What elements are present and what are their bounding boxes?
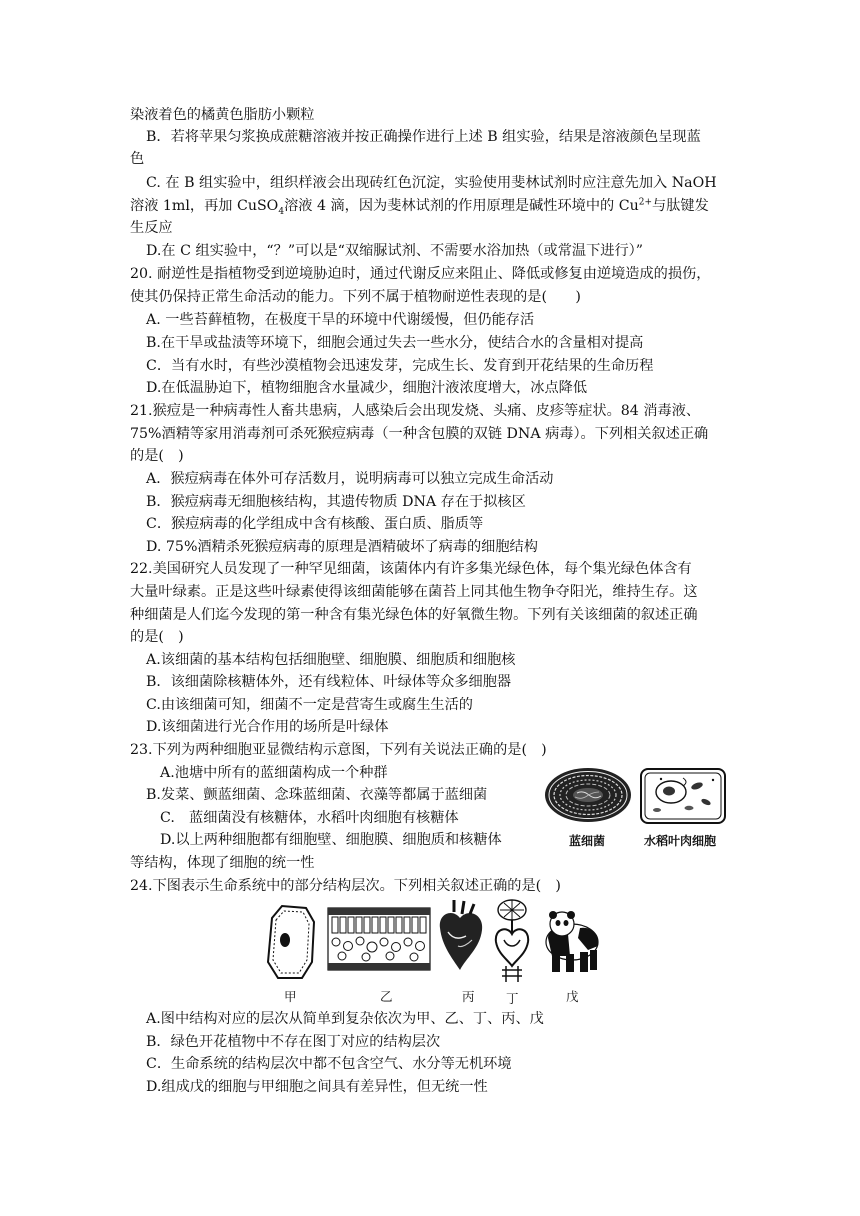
option-a-24: A.图中结构对应的层次从简单到复杂依次为甲、乙、丁、丙、戊: [146, 1011, 544, 1027]
leaf-tissue-drawing: [328, 908, 430, 970]
rice-mesophyll-cell-drawing: [641, 769, 725, 823]
option-b-19: B．若将苹果匀浆换成蔗糖溶液并按正确操作进行上述 B 组实验，结果是溶液颜色呈现蓝: [146, 129, 701, 145]
text-line: 染液着色的橘黄色脂肪小颗粒: [130, 107, 315, 123]
option-d-19: D.在 C 组实验中，“？”可以是“双缩脲试剂、不需要水浴加热（或常温下进行）”: [146, 243, 643, 259]
question-22-stem: 大量叶绿素。正是这些叶绿素使得该细菌能够在菌苔上同其他生物争夺阳光，维持生存。这: [130, 584, 698, 600]
option-d-21: D. 75%酒精杀死猴痘病毒的原理是酒精破坏了病毒的细胞结构: [146, 539, 538, 555]
question-22-stem: 22.美国研究人员发现了一种罕见细菌，该菌体内有许多集光绿色体，每个集光绿色体含有: [130, 561, 692, 577]
option-c-24: C．生命系统的结构层次中都不包含空气、水分等无机环境: [146, 1056, 512, 1072]
text-segment: 溶液 4 滴，因为斐林试剂的作用原理是碱性环境中的 Cu: [284, 198, 639, 214]
option-c-20: C．当有水时，有些沙漠植物会迅速发芽，完成生长、发育到开花结果的生命历程: [146, 358, 654, 374]
figure-caption-rice-cell: 水稻叶肉细胞: [644, 834, 717, 848]
text-line: 等结构，体现了细胞的统一性: [130, 855, 315, 871]
life-levels-figure: [262, 898, 604, 984]
superscript: 2+: [638, 197, 653, 208]
question-23-stem: 23.下列为两种细胞亚显微结构示意图，下列有关说法正确的是( ): [130, 742, 547, 758]
text-segment: 溶液 1ml，再加 CuSO: [130, 198, 279, 214]
option-c-21: C．猴痘病毒的化学组成中含有核酸、蛋白质、脂质等: [146, 516, 484, 532]
cyanobacteria-drawing: [545, 768, 631, 822]
subscript: 4: [278, 206, 285, 217]
option-c-22: C.由该细菌可知，细菌不一定是营寄生或腐生生活的: [146, 697, 473, 713]
question-20-stem: 20. 耐逆性是指植物受到逆境胁迫时，通过代谢反应来阻止、降低或修复由逆境造成的损伤，: [130, 266, 711, 282]
figure-label-jia: 甲: [284, 989, 297, 1004]
option-b-20: B.在干旱或盐渍等环境下，细胞会通过失去一些水分，使结合水的含量相对提高: [146, 335, 644, 351]
option-d-24: D.组成戊的细胞与甲细胞之间具有差异性，但无统一性: [146, 1079, 488, 1095]
option-b-21: B．猴痘病毒无细胞核结构，其遗传物质 DNA 存在于拟核区: [146, 494, 526, 510]
question-21-stem: 75%酒精等家用消毒剂可杀死猴痘病毒（一种含包膜的双链 DNA 病毒）。下列相关叙述正确: [130, 426, 709, 442]
text-segment: 与肽键发: [652, 198, 709, 214]
panda-drawing: [546, 911, 598, 972]
question-24-stem: 24.下图表示生命系统中的部分结构层次。下列相关叙述正确的是( ): [130, 878, 561, 894]
option-d-23: D.以上两种细胞都有细胞壁、细胞膜、细胞质和核糖体: [160, 832, 502, 848]
option-b-24: B．绿色开花植物中不存在图丁对应的结构层次: [146, 1034, 441, 1050]
option-a-20: A. 一些苔藓植物，在极度干旱的环境中代谢缓慢，但仍能存活: [146, 312, 535, 328]
question-21-stem: 21.猴痘是一种病毒性人畜共患病，人感染后会出现发烧、头痛、皮疹等症状。84 消毒液、: [130, 403, 701, 419]
option-d-20: D.在低温胁迫下，植物细胞含水量减少，细胞汁液浓度增大，冰点降低: [146, 380, 588, 396]
figure-label-bing: 丙: [462, 989, 475, 1004]
text-line: 色: [130, 151, 145, 167]
circulatory-system-drawing: [496, 900, 528, 982]
option-a-22: A.该细菌的基本结构包括细胞壁、细胞膜、细胞质和细胞核: [146, 652, 516, 668]
heart-drawing: [440, 900, 482, 970]
question-22-stem: 的是( ): [130, 629, 184, 645]
plant-cell-drawing: [268, 906, 314, 978]
option-b-23: B.发菜、颤蓝细菌、念珠蓝细菌、衣藻等都属于蓝细菌: [146, 787, 488, 803]
option-c-23: C. 蓝细菌没有核糖体，水稻叶肉细胞有核糖体: [160, 810, 459, 826]
text-line: 生反应: [130, 220, 173, 236]
option-a-21: A．猴痘病毒在体外可存活数月，说明病毒可以独立完成生命活动: [146, 471, 554, 487]
option-a-23: A.池塘中所有的蓝细菌构成一个种群: [160, 765, 388, 781]
option-d-22: D.该细菌进行光合作用的场所是叶绿体: [146, 719, 389, 735]
figure-label-yi: 乙: [380, 989, 393, 1004]
question-21-stem: 的是( ): [130, 448, 184, 464]
question-22-stem: 种细菌是人们迄今发现的第一种含有集光绿色体的好氧微生物。下列有关该细菌的叙述正确: [130, 607, 698, 623]
option-c-19: C. 在 B 组实验中，组织样液会出现砖红色沉淀，实验使用斐林试剂时应注意先加入 NaOH: [146, 175, 717, 191]
option-b-22: B．该细菌除核糖体外，还有线粒体、叶绿体等众多细胞器: [146, 674, 512, 690]
figure-label-ding: 丁: [506, 991, 519, 1006]
cell-diagram-figure: [543, 766, 729, 828]
figure-caption-cyanobacteria: 蓝细菌: [569, 834, 606, 848]
question-20-stem: 使其仍保持正常生命活动的能力。下列不属于植物耐逆性表现的是( ): [130, 289, 581, 305]
text-line: [130, 195, 709, 217]
figure-label-wu: 戊: [566, 989, 579, 1004]
